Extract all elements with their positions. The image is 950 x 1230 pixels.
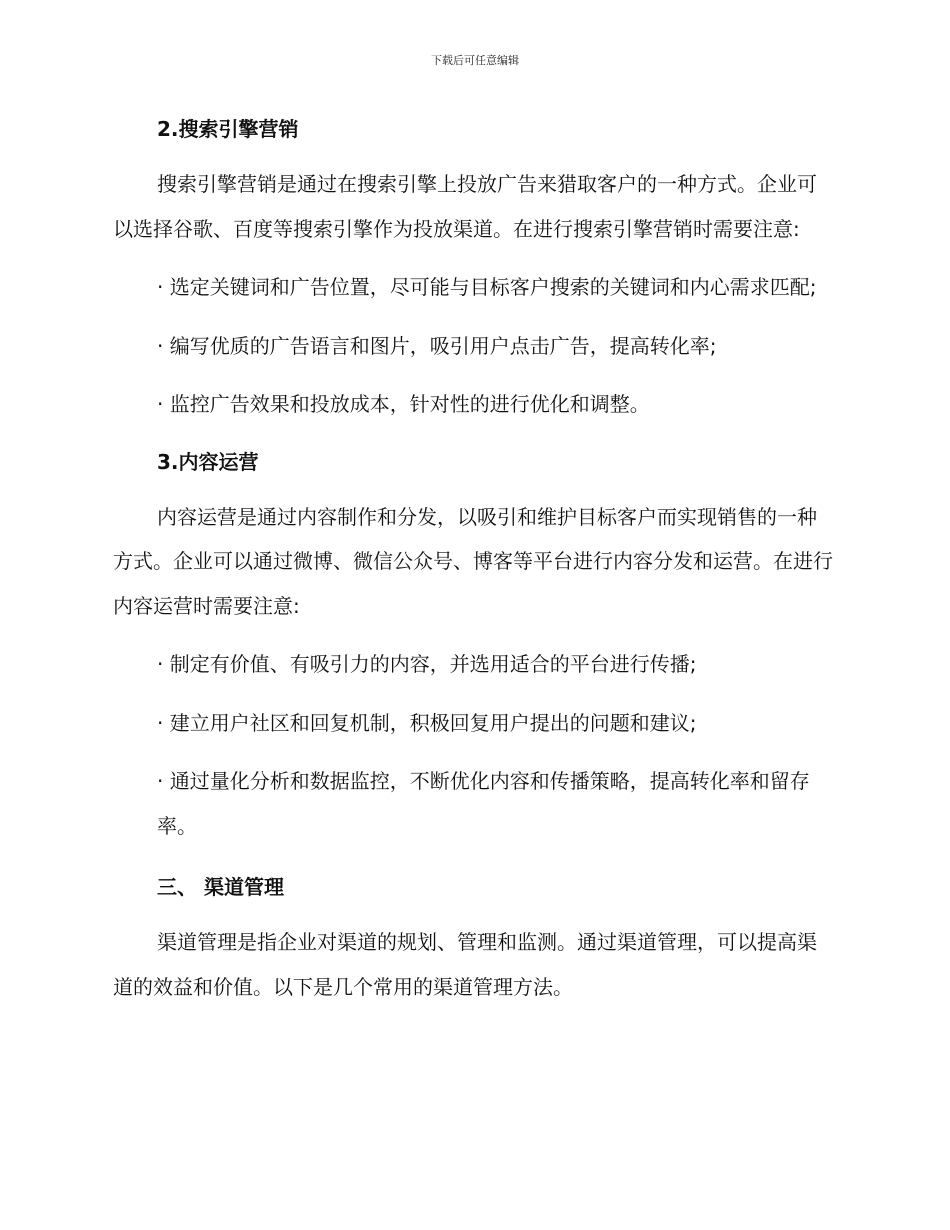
bullet-item: · 通过量化分析和数据监控，不断优化内容和传播策略，提高转化率和留存率。 bbox=[157, 769, 810, 838]
section-heading-channel-management: 三、 渠道管理 bbox=[157, 875, 284, 899]
bullet-item: · 制定有价值、有吸引力的内容，并选用适合的平台进行传播; bbox=[157, 652, 697, 676]
paragraph-search-marketing-intro: 搜索引擎营销是通过在搜索引擎上投放广告来猎取客户的一种方式。企业可以选择谷歌、百度等搜索引擎作为投放渠道。在进行搜索引擎营销时需要注意: bbox=[113, 172, 817, 241]
page-header-note: 下载后可任意编辑 bbox=[431, 54, 519, 67]
bullet-item: · 监控广告效果和投放成本，针对性的进行优化和调整。 bbox=[157, 392, 650, 416]
document-body bbox=[113, 108, 835, 1023]
section-heading-content-ops: 3.内容运营 bbox=[157, 449, 259, 474]
bullet-item: · 建立用户社区和回复机制，积极回复用户提出的问题和建议; bbox=[157, 710, 697, 735]
paragraph-content-ops-intro: 内容运营是通过内容制作和分发，以吸引和维护目标客户而实现销售的一种方式。企业可以通过微博、微信公众号、博客等平台进行内容分发和运营。在进行内容运营时需要注意: bbox=[113, 504, 833, 618]
bullet-item: · 编写优质的广告语言和图片，吸引用户点击广告，提高转化率; bbox=[157, 333, 717, 358]
section-heading-search-marketing: 2.搜索引擎营销 bbox=[157, 117, 299, 141]
paragraph-channel-management-intro: 渠道管理是指企业对渠道的规划、管理和监测。通过渠道管理，可以提高渠道的效益和价值。以下是几个常用的渠道管理方法。 bbox=[113, 930, 817, 999]
bullet-item: · 选定关键词和广告位置，尽可能与目标客户搜索的关键词和内心需求匹配; bbox=[157, 275, 817, 299]
